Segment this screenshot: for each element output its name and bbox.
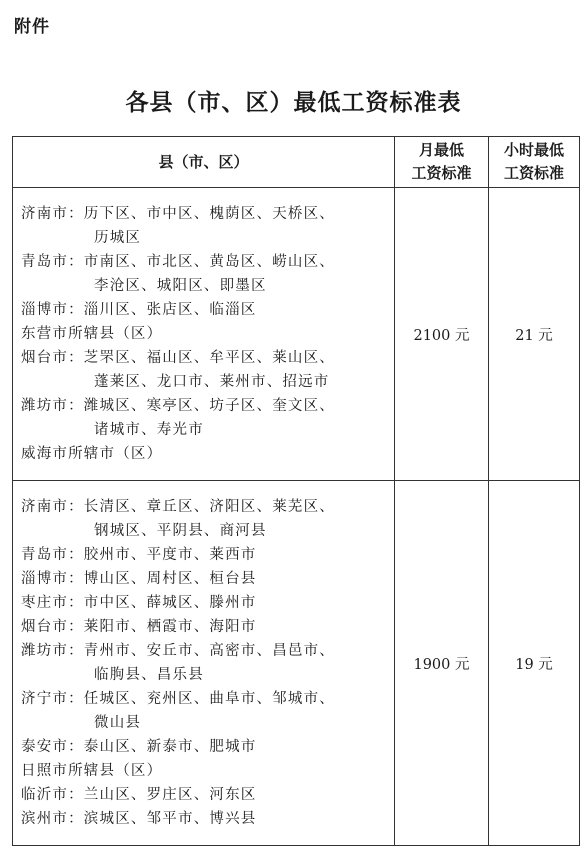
header-monthly: 月最低 工资标准: [395, 137, 489, 188]
region-line: 青岛市：胶州市、平度市、莱西市: [21, 547, 257, 563]
region-line: 青岛市：市南区、市北区、黄岛区、崂山区、: [21, 254, 335, 270]
attachment-label: 附件: [14, 17, 50, 37]
region-line: 济南市：历下区、市中区、槐荫区、天桥区、: [21, 206, 335, 222]
region-line: 济宁市：任城区、兖州区、曲阜市、邹城市、: [21, 691, 335, 707]
wage-standard-table: [12, 136, 580, 846]
region-line: 泰安市：泰山区、新泰市、肥城市: [21, 739, 257, 755]
region-line: 钢城区、平阴县、商河县: [94, 523, 267, 539]
header-region: 县（市、区）: [13, 137, 395, 188]
region-line: 威海市所辖市（区）: [21, 446, 163, 462]
hourly-wage-cell: 21 元: [489, 188, 580, 481]
region-line: 东营市所辖县（区）: [21, 326, 163, 342]
monthly-wage-cell: 1900 元: [395, 481, 489, 846]
region-line: 微山县: [94, 715, 142, 731]
region-line: 蓬莱区、龙口市、莱州市、招远市: [94, 374, 330, 390]
document-title: 各县（市、区）最低工资标准表: [125, 89, 462, 116]
monthly-wage-cell: 2100 元: [395, 188, 489, 481]
region-line: 烟台市：莱阳市、栖霞市、海阳市: [21, 619, 257, 635]
region-line: 临朐县、昌乐县: [94, 667, 204, 683]
region-line: 临沂市：兰山区、罗庄区、河东区: [21, 787, 257, 803]
table-row: [13, 481, 580, 846]
region-line: 日照市所辖县（区）: [21, 763, 163, 779]
table-row: [13, 188, 580, 481]
region-line: 潍坊市：青州市、安丘市、高密市、昌邑市、: [21, 643, 335, 659]
region-line: 滨州市：滨城区、邹平市、博兴县: [21, 811, 257, 827]
region-line: 枣庄市：市中区、薛城区、滕州市: [21, 595, 257, 611]
region-line: 烟台市：芝罘区、福山区、牟平区、莱山区、: [21, 350, 335, 366]
region-line: 济南市：长清区、章丘区、济阳区、莱芜区、: [21, 499, 335, 515]
hourly-wage-cell: 19 元: [489, 481, 580, 846]
region-line: 诸城市、寿光市: [94, 422, 204, 438]
header-hourly: 小时最低 工资标准: [489, 137, 580, 188]
region-line: 李沧区、城阳区、即墨区: [94, 278, 267, 294]
regions-cell: [13, 188, 395, 481]
region-line: 淄博市：博山区、周村区、桓台县: [21, 571, 257, 587]
regions-cell: [13, 481, 395, 846]
region-line: 淄博市：淄川区、张店区、临淄区: [21, 302, 257, 318]
table-header-row: [13, 137, 580, 188]
region-line: 历城区: [94, 230, 142, 246]
region-line: 潍坊市：潍城区、寒亭区、坊子区、奎文区、: [21, 398, 335, 414]
